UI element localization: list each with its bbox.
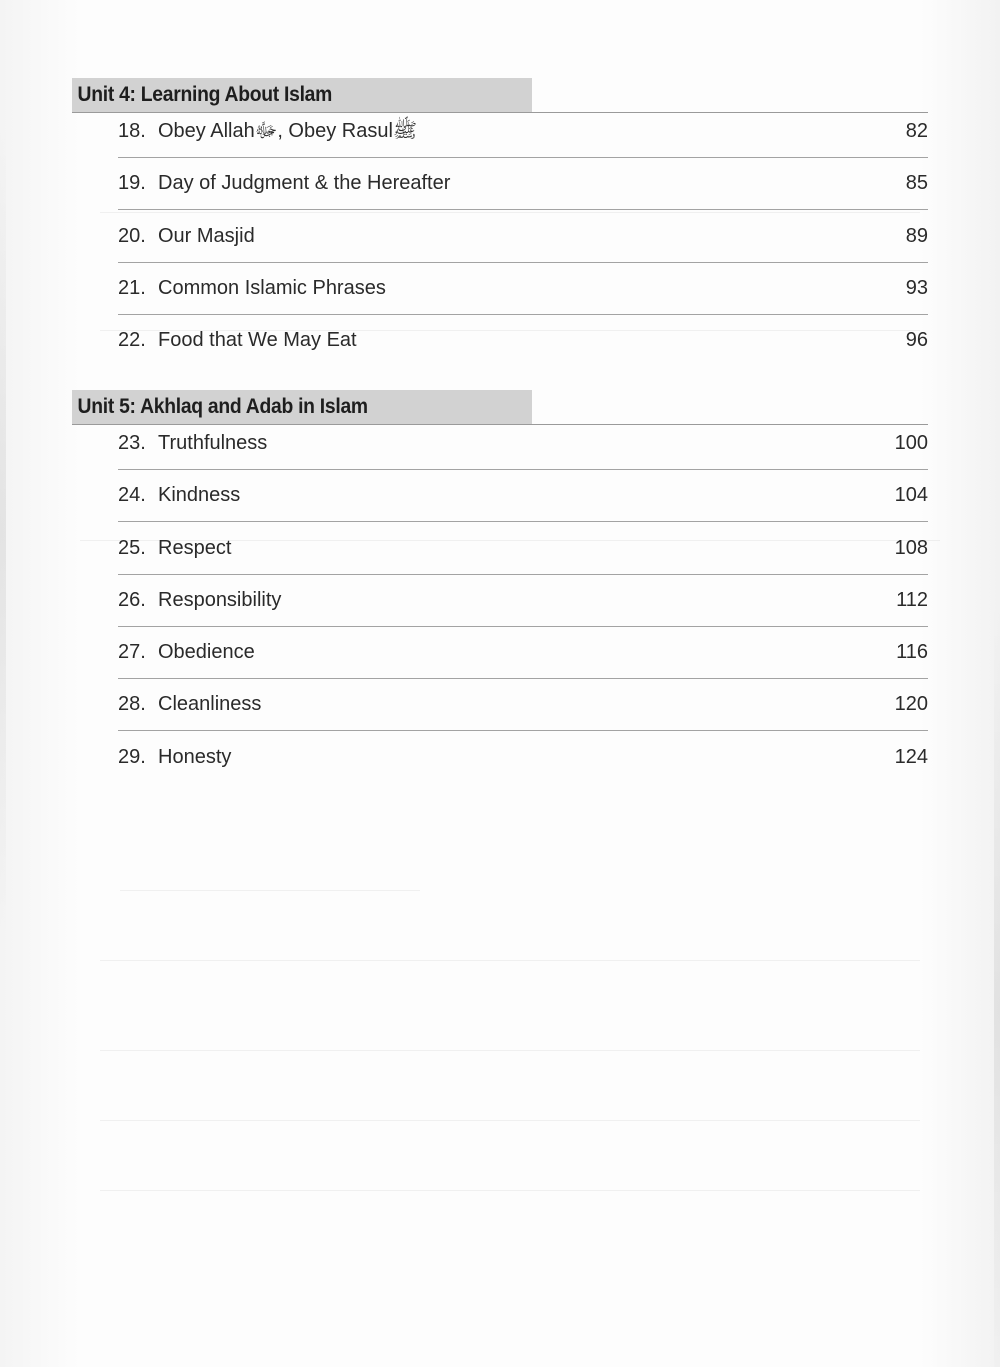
unit-5-entries	[72, 429, 972, 795]
entry-number: 27.	[118, 641, 146, 664]
bleed-through-line	[100, 960, 920, 961]
toc-entry[interactable]	[72, 326, 972, 378]
entry-page-number: 116	[896, 641, 928, 664]
toc-entry[interactable]	[72, 274, 972, 326]
entry-number: 18.	[118, 120, 146, 142]
entry-title: Obey Allahﷻ, Obey Rasulﷺ	[158, 120, 418, 142]
entry-divider	[118, 574, 928, 575]
entry-title: Honesty	[158, 745, 232, 768]
page-edge-shadow-right	[994, 600, 1000, 1367]
unit-divider	[72, 112, 928, 113]
entry-title: Cleanliness	[158, 693, 262, 716]
unit-divider	[72, 424, 928, 425]
entry-number: 22.	[118, 329, 146, 352]
entry-page-number: 89	[905, 224, 928, 247]
entry-page-number: 104	[894, 484, 928, 507]
toc-entry[interactable]	[72, 222, 972, 274]
entry-divider	[118, 314, 928, 315]
entry-number: 19.	[118, 172, 146, 195]
page-edge-shadow	[0, 120, 6, 940]
unit-header: Unit 5: Akhlaq and Adab in Islam	[72, 390, 532, 424]
entry-page-number: 120	[894, 693, 928, 716]
entry-divider	[118, 521, 928, 522]
entry-title: Day of Judgment & the Hereafter	[158, 172, 451, 195]
entry-title: Our Masjid	[158, 224, 255, 247]
entry-title: Kindness	[158, 484, 241, 507]
entry-page-number: 124	[894, 745, 928, 768]
toc-entry[interactable]	[72, 169, 972, 221]
entry-page-number: 85	[905, 172, 928, 195]
entry-page-number: 112	[896, 588, 928, 611]
bleed-through-line	[100, 1120, 920, 1121]
entry-divider	[118, 469, 928, 470]
entry-page-number: 93	[905, 276, 928, 299]
entry-divider	[118, 678, 928, 679]
toc-entry[interactable]	[72, 586, 972, 638]
toc-entry[interactable]	[72, 117, 972, 169]
entry-page-number: 100	[894, 432, 928, 454]
entry-page-number: 82	[905, 120, 928, 142]
entry-number: 20.	[118, 224, 146, 247]
unit-5-section	[72, 390, 972, 795]
entry-divider	[118, 730, 928, 731]
entry-number: 25.	[118, 536, 146, 559]
entry-number: 24.	[118, 484, 146, 507]
entry-page-number: 108	[894, 536, 928, 559]
bleed-through-line	[100, 1050, 920, 1051]
toc-entry[interactable]	[72, 690, 972, 742]
unit-4-entries	[72, 117, 972, 378]
entry-title: Truthfulness	[158, 432, 268, 454]
toc-entry[interactable]	[72, 743, 972, 795]
entry-divider	[118, 262, 928, 263]
entry-number: 21.	[118, 276, 146, 299]
entry-number: 23.	[118, 432, 146, 454]
bleed-through-line	[120, 890, 420, 891]
toc-entry[interactable]	[72, 638, 972, 690]
entry-number: 28.	[118, 693, 146, 716]
entry-number: 29.	[118, 745, 146, 768]
entry-title: Obedience	[158, 641, 255, 664]
unit-4-section	[72, 78, 972, 378]
entry-divider	[118, 209, 928, 210]
entry-divider	[118, 626, 928, 627]
entry-divider	[118, 157, 928, 158]
entry-title: Common Islamic Phrases	[158, 276, 386, 299]
unit-header: Unit 4: Learning About Islam	[72, 78, 532, 112]
toc-entry[interactable]	[72, 534, 972, 586]
bleed-through-line	[100, 1190, 920, 1191]
entry-title: Responsibility	[158, 588, 282, 611]
entry-title: Respect	[158, 536, 232, 559]
toc-entry[interactable]	[72, 481, 972, 533]
entry-number: 26.	[118, 588, 146, 611]
toc-entry[interactable]	[72, 429, 972, 481]
entry-page-number: 96	[905, 329, 928, 352]
entry-title: Food that We May Eat	[158, 329, 357, 352]
